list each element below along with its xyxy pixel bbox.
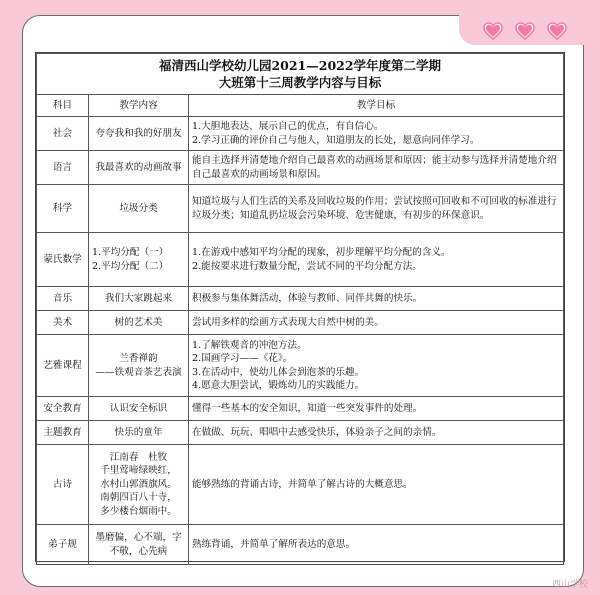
content-line: 水村山郭酒旗风。 — [100, 478, 177, 490]
row-subject: 科学 — [37, 185, 89, 233]
goal-line: 积极参与集体舞活动，体验与教师、同伴共舞的快乐。 — [192, 292, 423, 304]
row-goal — [189, 185, 564, 233]
table-row — [37, 421, 564, 445]
row-goal — [189, 525, 564, 565]
goal-line: 能够熟练的背诵古诗，并简单了解古诗的大概意思。 — [192, 478, 413, 490]
row-content: 树的艺术美 — [89, 311, 189, 335]
hearts-decoration — [483, 20, 593, 42]
content-line: 不敬，心先病 — [109, 545, 168, 557]
row-subject: 安全教育 — [37, 397, 89, 421]
header-goal: 教学目标 — [189, 95, 564, 117]
row-content: 我们大家跳起来 — [89, 287, 189, 311]
goal-line: 1.在游戏中感知平均分配的现象，初步理解平均分配的含义。 — [192, 247, 451, 258]
table-row — [37, 287, 564, 311]
goal-line: 熟练背诵，并简单了解所表达的意思。 — [192, 538, 356, 550]
goal-line: 在做做、玩玩、唱唱中去感受快乐，体验亲子之间的亲情。 — [192, 426, 442, 438]
heart-icon — [515, 22, 535, 40]
header-subject: 科目 — [37, 95, 89, 117]
goal-line: 尝试用多样的绘画方式表现大自然中树的美。 — [192, 316, 384, 328]
row-subject: 语言 — [37, 151, 89, 185]
goal-line: 能自主选择并清楚地介绍自己最喜欢的动画场景和原因；能主动参与选择并清楚地介绍自己最喜欢的动画场景和原因。 — [192, 155, 557, 180]
content-line: 兰香禅韵 — [119, 353, 158, 364]
goal-line: 2.学习正确的评价自己与他人，知道朋友的长处，愿意向同伴学习。 — [192, 134, 480, 146]
row-content: 快乐的童年 — [89, 421, 189, 445]
table-row — [37, 233, 564, 287]
row-goal — [189, 397, 564, 421]
row-goal — [189, 117, 564, 151]
row-subject: 艺雅课程 — [37, 335, 89, 397]
title-row — [37, 54, 564, 95]
goal-line: 懂得一些基本的安全知识，知道一些突发事件的处理。 — [192, 402, 423, 414]
row-goal — [189, 445, 564, 525]
title-line-1: 福清西山学校幼儿园2021—2022学年度第二学期 — [158, 58, 442, 73]
goal-line: 1.大胆地表达、展示自己的优点，有自信心。 — [192, 121, 384, 132]
goal-line: 3.在活动中，使幼儿体会到泡茶的乐趣。 — [192, 366, 365, 378]
title-line-2: 大班第十三周教学内容与目标 — [218, 75, 382, 90]
table-row — [37, 185, 564, 233]
row-content — [89, 335, 189, 397]
row-subject: 主题教育 — [37, 421, 89, 445]
row-subject: 美术 — [37, 311, 89, 335]
row-goal — [189, 421, 564, 445]
header-content: 教学内容 — [89, 95, 189, 117]
content-line: ——铁观音茶艺表演 — [95, 366, 182, 378]
row-goal — [189, 151, 564, 185]
schedule-table — [36, 53, 564, 565]
row-content: 垃圾分类 — [89, 185, 189, 233]
content-line: 1.平均分配（一） — [92, 247, 169, 258]
table-row — [37, 335, 564, 397]
watermark: 西山学校 — [551, 580, 588, 590]
table-row — [37, 525, 564, 565]
goal-line: 2.国画学习——《花》。 — [192, 353, 293, 364]
goal-line: 4.愿意大胆尝试，锻炼幼儿的实践能力。 — [192, 380, 365, 391]
content-line: 千里莺啼绿映红， — [100, 465, 177, 477]
row-goal — [189, 335, 564, 397]
row-content: 我最喜欢的动画故事 — [89, 151, 189, 185]
row-content — [89, 525, 189, 565]
table-row — [37, 117, 564, 151]
table-row — [37, 311, 564, 335]
content-line: 南朝四百八十寺， — [100, 492, 177, 504]
table-row — [37, 151, 564, 185]
header-row — [37, 95, 564, 117]
row-subject: 古诗 — [37, 445, 89, 525]
content-line: 2.平均分配（二） — [92, 260, 169, 272]
schedule-table-frame — [35, 52, 565, 562]
content-line: 多少楼台烟雨中。 — [100, 505, 177, 517]
page-title — [37, 54, 564, 95]
row-goal — [189, 311, 564, 335]
row-subject: 弟子规 — [37, 525, 89, 565]
goal-line: 2.能按要求进行数量分配，尝试不同的平均分配方法。 — [192, 260, 422, 272]
row-content — [89, 445, 189, 525]
heart-icon — [483, 22, 503, 40]
table-row — [37, 445, 564, 525]
row-goal — [189, 233, 564, 287]
row-subject: 社会 — [37, 117, 89, 151]
goal-line: 知道垃圾与人们生活的关系及回收垃圾的作用；尝试按照可回收和不可回收的标准进行垃圾分类；知道乱扔垃圾会污染环境、危害健康，有初步的环保意识。 — [192, 196, 557, 221]
row-subject: 蒙氏数学 — [37, 233, 89, 287]
row-goal — [189, 287, 564, 311]
content-line: 江南春 杜牧 — [109, 451, 168, 463]
goal-line: 1.了解铁观音的冲泡方法。 — [192, 339, 307, 351]
heart-icon — [547, 22, 567, 40]
row-content: 夸夸我和我的好朋友 — [89, 117, 189, 151]
content-line: 墨磨偏，心不端，字 — [95, 532, 182, 543]
row-content — [89, 233, 189, 287]
table-row — [37, 397, 564, 421]
row-content: 认识安全标识 — [89, 397, 189, 421]
row-subject: 音乐 — [37, 287, 89, 311]
